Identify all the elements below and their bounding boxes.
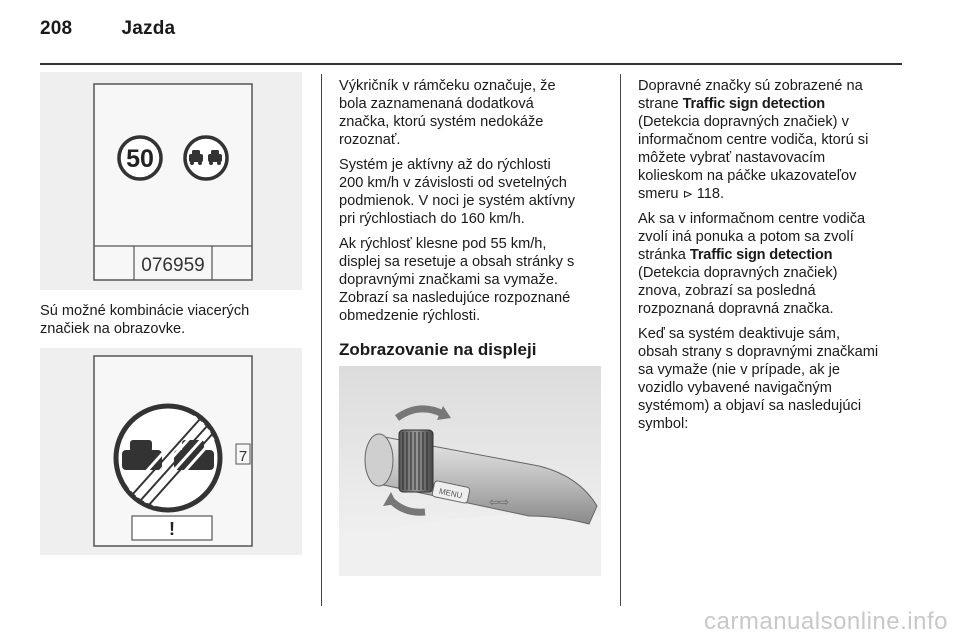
watermark: carmanualsonline.info bbox=[704, 608, 948, 635]
figure-display-signs bbox=[40, 72, 302, 290]
paragraph: Keď sa systém deaktivuje sám, obsah strany s dopravnými značkami sa vymaže (nie v prípade, ak je vozidlo vybavené navigačným systémom) a objaví sa nasledujúci symbol: bbox=[638, 326, 879, 432]
end-of-restrictions-sign-icon bbox=[116, 406, 220, 510]
paragraph: Výkričník v rámčeku označuje, že bola zaznamenaná dodatková značka, ktorú systém nedokáže rozoznať. bbox=[339, 78, 556, 148]
caption-line: Sú možné kombinácie viacerých bbox=[40, 303, 250, 319]
section-title: Jazda bbox=[121, 18, 176, 39]
menu-name: Traffic sign detection bbox=[682, 96, 825, 112]
turn-signal-stalk-illustration bbox=[339, 366, 601, 576]
header-rule bbox=[40, 63, 902, 65]
column-1-caption bbox=[40, 302, 308, 345]
figure-display-end-restrictions bbox=[40, 348, 302, 555]
speed-limit-sign-icon bbox=[119, 137, 161, 179]
svg-text:⇦⇨: ⇦⇨ bbox=[489, 495, 510, 509]
paragraph: Systém je aktívny až do rýchlosti 200 km/h v závislosti od svetelných podmienok. V noci je systém aktívny pri rýchlostiach do 160 km/h. bbox=[339, 157, 576, 227]
menu-name: Traffic sign detection bbox=[689, 247, 833, 263]
section-heading: Zobrazovanie na displeji bbox=[339, 340, 537, 359]
paragraph: Ak sa v informačnom centre vodiča zvolí iná ponuka a potom sa zvolí stránka Traffic sign detection (Detekcia dopravných značiek) znova, zobrazí sa posledná rozpoznaná dopravná značka. bbox=[638, 211, 866, 317]
display-counter: 076959 bbox=[141, 255, 205, 276]
page-reference[interactable]: 118. bbox=[692, 186, 725, 202]
column-divider-2 bbox=[620, 74, 621, 606]
paragraph: Dopravné značky sú zobrazené na strane Traffic sign detection (Detekcia dopravných značiek) v informačnom centre vodiča, ktorú si môžete vybrať nastavovacím kolieskom na páčke ukazovateľov smeru ⊳ 118. bbox=[638, 78, 869, 202]
page-number: 208 bbox=[40, 18, 73, 39]
speed-value: 50 bbox=[126, 145, 154, 173]
no-overtaking-sign-icon bbox=[185, 137, 227, 179]
warning-mark: ! bbox=[169, 519, 175, 539]
side-mark: 7 bbox=[238, 448, 248, 465]
column-2 bbox=[339, 77, 609, 369]
menu-button-label: MENU bbox=[438, 486, 464, 501]
page-header bbox=[40, 18, 175, 40]
paragraph: Ak rýchlosť klesne pod 55 km/h, displej sa resetuje a obsah stránky s dopravnými značkami sa vymaže. Zobrazí sa nasledujúce rozpoznané obmedzenie rýchlosti. bbox=[339, 236, 575, 324]
column-3 bbox=[638, 77, 908, 440]
page-reference-arrow-icon: ⊳ bbox=[682, 187, 693, 201]
caption-line: značiek na obrazovke. bbox=[40, 321, 186, 337]
column-divider-1 bbox=[321, 74, 322, 606]
